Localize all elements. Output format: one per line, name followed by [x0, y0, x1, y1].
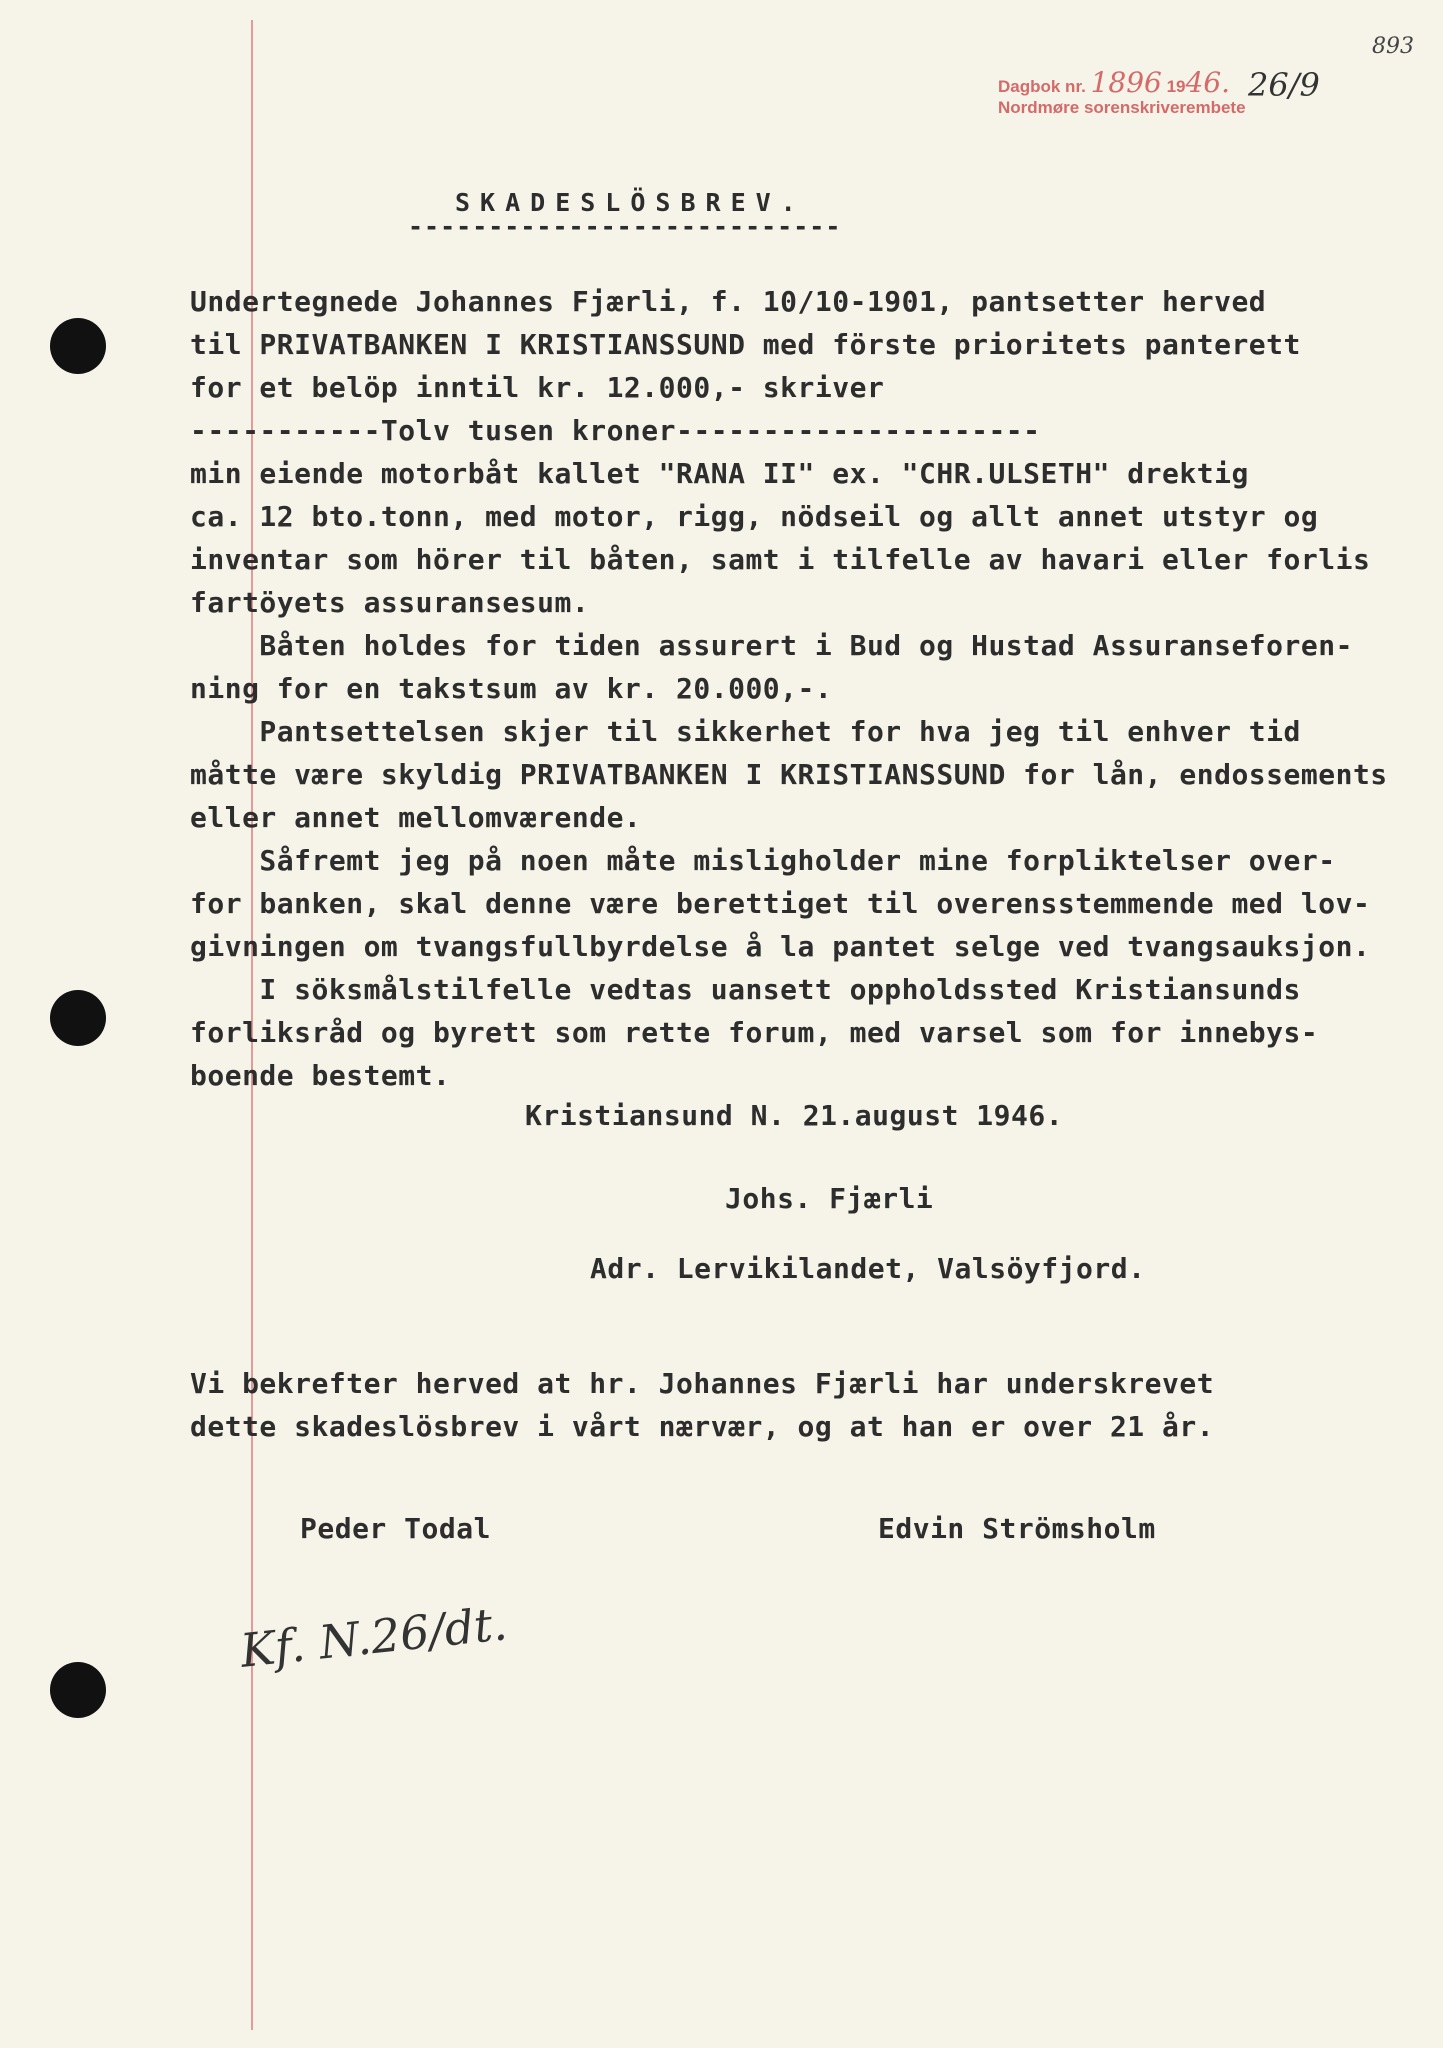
- body-line: min eiende motorbåt kallet "RANA II" ex. "CHR.ULSETH" drektig: [190, 457, 1249, 490]
- witness-left-name: Peder Todal: [300, 1512, 491, 1545]
- body-line: fartöyets assuransesum.: [190, 586, 590, 619]
- body-line: Båten holdes for tiden assurert i Bud og Hustad Assuranseforen-: [190, 629, 1353, 662]
- body-line: boende bestemt.: [190, 1059, 451, 1092]
- signer-address: Adr. Lervikilandet, Valsöyfjord.: [590, 1252, 1146, 1285]
- document-title: SKADESLÖSBREV.: [455, 188, 806, 217]
- stamp-year-prefix: 19: [1166, 77, 1186, 96]
- title-underline: ---------------------------: [408, 212, 842, 241]
- stamp-journal-line: [998, 66, 1230, 99]
- stamp-year-suffix: 46.: [1185, 66, 1231, 99]
- body-line: for banken, skal denne være berettiget til overensstemmende med lov-: [190, 887, 1371, 920]
- signer-name: Johs. Fjærli: [725, 1182, 934, 1215]
- body-line: ning for en takstsum av kr. 20.000,-.: [190, 672, 833, 705]
- punch-hole: [50, 990, 106, 1046]
- body-line: ca. 12 bto.tonn, med motor, rigg, nödseil og allt annet utstyr og: [190, 500, 1319, 533]
- body-line: måtte være skyldig PRIVATBANKEN I KRISTIANSSUND for lån, endossements: [190, 758, 1388, 791]
- registration-date: 26/9: [1248, 66, 1320, 104]
- body-line: til PRIVATBANKEN I KRISTIANSSUND med förste prioritets panterett: [190, 328, 1301, 361]
- body-line: I söksmålstilfelle vedtas uansett oppholdssted Kristiansunds: [190, 973, 1301, 1006]
- body-line: Såfremt jeg på noen måte misligholder mine forpliktelser over-: [190, 844, 1336, 877]
- body-line: Undertegnede Johannes Fjærli, f. 10/10-1901, pantsetter herved: [190, 285, 1267, 318]
- body-line: -----------Tolv tusen kroner---------------------: [190, 414, 1041, 447]
- punch-hole: [50, 1662, 106, 1718]
- stamp-journal-number: 1896: [1090, 66, 1162, 99]
- place-date: Kristiansund N. 21.august 1946.: [525, 1099, 1064, 1132]
- stamp-office: Nordmøre sorenskriverembete: [998, 98, 1246, 117]
- witness-statement-line: dette skadeslösbrev i vårt nærvær, og at han er over 21 år.: [190, 1410, 1215, 1443]
- stamp-journal-prefix: Dagbok nr.: [998, 77, 1086, 96]
- punch-hole: [50, 318, 106, 374]
- body-line: inventar som hörer til båten, samt i tilfelle av havari eller forlis: [190, 543, 1371, 576]
- body-line: Pantsettelsen skjer til sikkerhet for hva jeg til enhver tid: [190, 715, 1301, 748]
- handwritten-registry-note: Kf. N.26/dt.: [237, 1596, 510, 1678]
- body-line: givningen om tvangsfullbyrdelse å la pantet selge ved tvangsauksjon.: [190, 930, 1371, 963]
- body-line: for et belöp inntil kr. 12.000,- skriver: [190, 371, 885, 404]
- witness-statement-line: Vi bekrefter herved at hr. Johannes Fjærli har underskrevet: [190, 1367, 1215, 1400]
- body-line: eller annet mellomværende.: [190, 801, 642, 834]
- folio-number: 893: [1372, 34, 1414, 59]
- witness-right-name: Edvin Strömsholm: [878, 1512, 1156, 1545]
- body-line: forliksråd og byrett som rette forum, med varsel som for innebys-: [190, 1016, 1319, 1049]
